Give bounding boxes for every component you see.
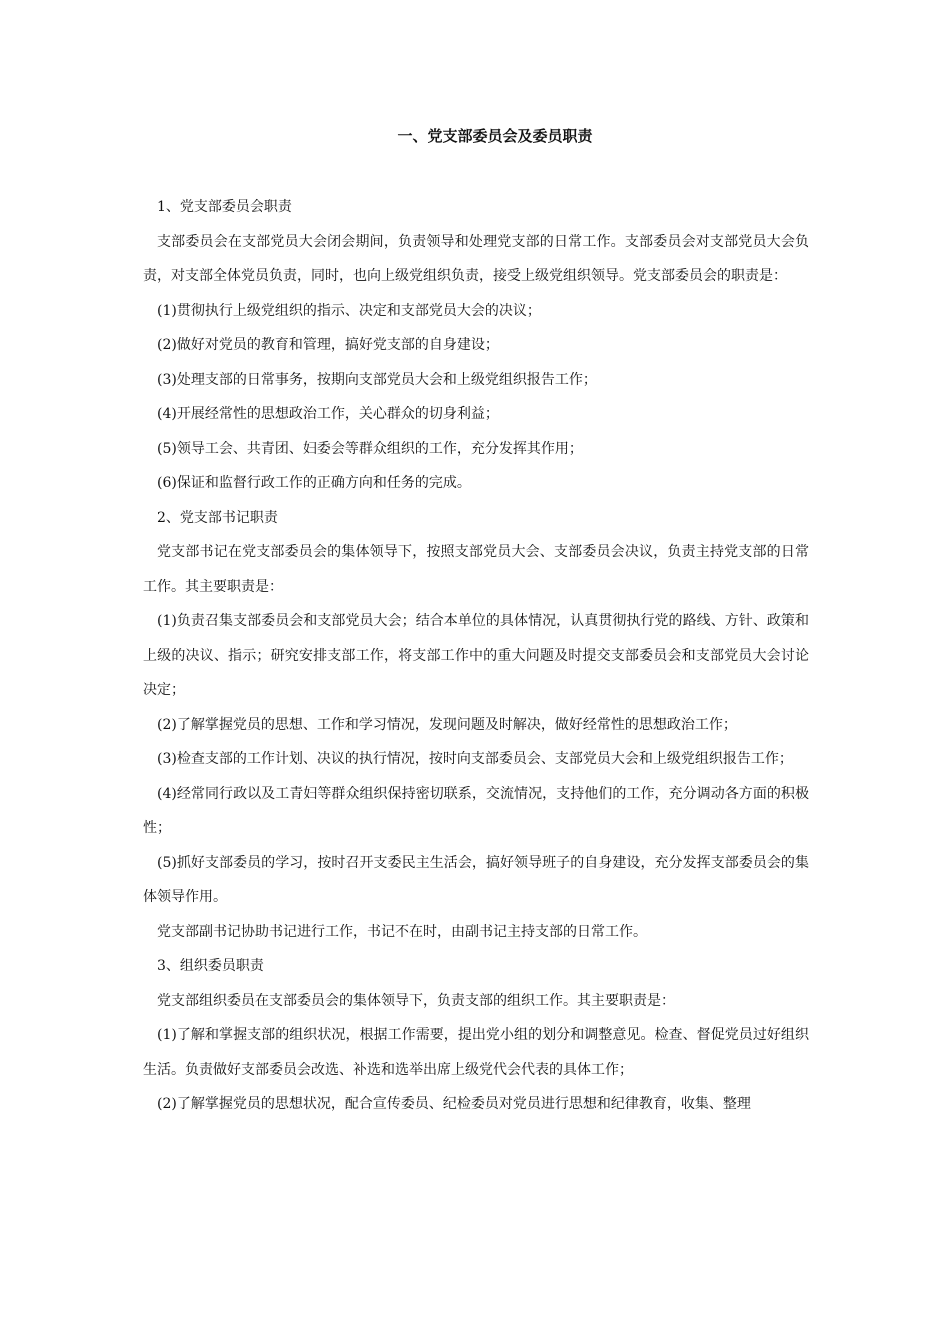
list-item: (2)了解掌握党员的思想、工作和学习情况，发现问题及时解决，做好经常性的思想政治工作； (157, 716, 737, 733)
document-body (143, 190, 809, 1122)
list-item: (1)了解和掌握支部的组织状况，根据工作需要，提出党小组的划分和调整意见。检查、督促党员过好组织生活。负责做好支部委员会改选、补选和选举出席上级党代会代表的具体工作； (143, 1027, 809, 1078)
list-item: (4)开展经常性的思想政治工作，关心群众的切身利益； (157, 406, 499, 422)
paragraph-committee-intro: 支部委员会在支部党员大会闭会期间，负责领导和处理党支部的日常工作。支部委员会对支部党员大会负责，对支部全体党员负责，同时，也向上级党组织负责，接受上级党组织领导。党支部委员会的职责是： (143, 233, 809, 284)
document-title: 一、党支部委员会及委员职责 (397, 127, 593, 145)
list-item: (3)检查支部的工作计划、决议的执行情况，按时向支部委员会、支部党员大会和上级党组织报告工作； (157, 751, 793, 767)
list-item: (3)处理支部的日常事务，按期向支部党员大会和上级党组织报告工作； (157, 371, 597, 388)
list-item: (4)经常同行政以及工青妇等群众组织保持密切联系，交流情况，支持他们的工作，充分调动各方面的积极性； (143, 785, 809, 836)
paragraph-organization-intro: 党支部组织委员在支部委员会的集体领导下，负责支部的组织工作。其主要职责是： (157, 992, 675, 1009)
list-item: (2)了解掌握党员的思想状况，配合宣传委员、纪检委员对党员进行思想和纪律教育，收集、整理 (157, 1096, 751, 1112)
section-heading-organization: 3、组织委员职责 (157, 958, 264, 974)
section-heading-secretary: 2、党支部书记职责 (157, 509, 278, 526)
list-item: (5)领导工会、共青团、妇委会等群众组织的工作，充分发挥其作用； (157, 440, 583, 457)
list-item: (1)负责召集支部委员会和支部党员大会；结合本单位的具体情况，认真贯彻执行党的路线、方针、政策和上级的决议、指示；研究安排支部工作，将支部工作中的重大问题及时提交支部委员会和支部党员大会讨论决定； (143, 613, 809, 698)
list-item: (1)贯彻执行上级党组织的指示、决定和支部党员大会的决议； (157, 302, 541, 319)
section-heading-committee: 1、党支部委员会职责 (157, 199, 292, 215)
paragraph-deputy-secretary: 党支部副书记协助书记进行工作，书记不在时，由副书记主持支部的日常工作。 (157, 923, 647, 940)
list-item: (6)保证和监督行政工作的正确方向和任务的完成。 (157, 475, 471, 491)
list-item: (5)抓好支部委员的学习，按时召开支委民主生活会，搞好领导班子的自身建设，充分发挥支部委员会的集体领导作用。 (143, 854, 809, 905)
list-item: (2)做好对党员的教育和管理，搞好党支部的自身建设； (157, 337, 499, 353)
paragraph-secretary-intro: 党支部书记在党支部委员会的集体领导下，按照支部党员大会、支部委员会决议，负责主持党支部的日常工作。其主要职责是： (143, 544, 809, 595)
